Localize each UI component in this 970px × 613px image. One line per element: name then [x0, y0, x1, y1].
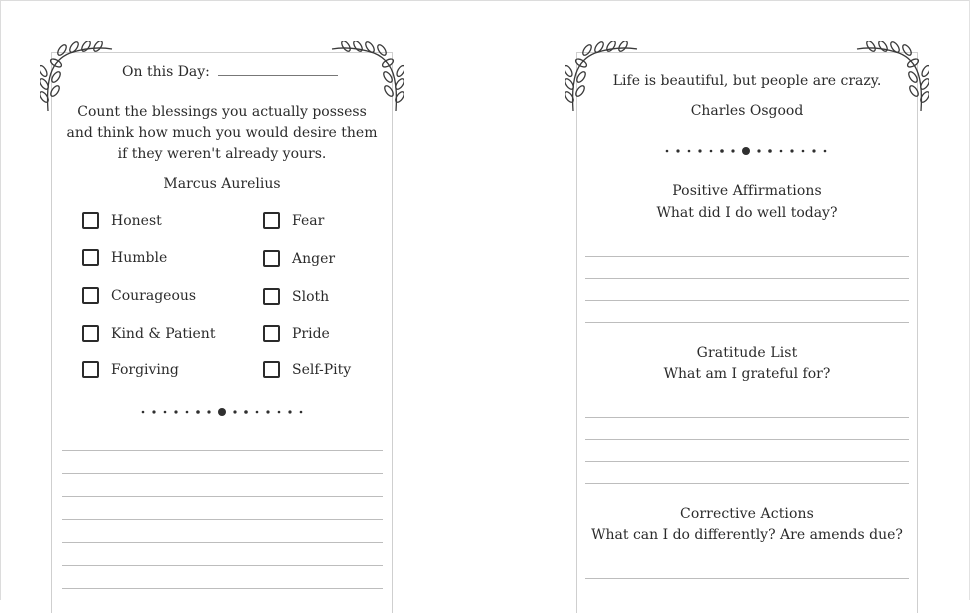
daily-quote: Count the blessings you actually possess and think how much you would desire them if they weren't already yours.: [66, 104, 378, 162]
right-journal-page: [576, 52, 918, 613]
checkbox-item-self-pity[interactable]: [263, 361, 351, 378]
checkbox-label: Honest: [111, 212, 162, 229]
checkbox-item-courageous[interactable]: [82, 287, 196, 304]
writing-line[interactable]: [585, 300, 909, 301]
checkbox[interactable]: [82, 212, 99, 229]
writing-line[interactable]: [585, 483, 909, 484]
writing-line[interactable]: [585, 578, 909, 579]
checkbox-item-fear[interactable]: [263, 212, 324, 229]
checkbox-label: Anger: [292, 250, 336, 267]
checkbox[interactable]: [263, 212, 280, 229]
frame-top-border: [0, 0, 970, 1]
date-blank-line[interactable]: [218, 63, 338, 76]
checkbox-item-sloth[interactable]: [263, 288, 329, 305]
section-title-gratitude-list: Gratitude List: [696, 345, 798, 361]
checkbox-label: Pride: [292, 325, 330, 342]
quote-author: Marcus Aurelius: [163, 176, 281, 192]
checkbox-label: Forgiving: [111, 361, 179, 378]
checkbox[interactable]: [263, 288, 280, 305]
section-prompt: What am I grateful for?: [663, 366, 831, 382]
writing-line[interactable]: [585, 322, 909, 323]
checkbox[interactable]: [82, 287, 99, 304]
left-journal-page: [51, 52, 393, 613]
writing-line[interactable]: [62, 450, 383, 451]
writing-line[interactable]: [62, 473, 383, 474]
section-title-positive-affirmations: Positive Affirmations: [672, 183, 822, 199]
checkbox-label: Courageous: [111, 287, 197, 304]
writing-line[interactable]: [585, 439, 909, 440]
checkbox[interactable]: [263, 361, 280, 378]
writing-line[interactable]: [585, 256, 909, 257]
checkbox[interactable]: [263, 325, 280, 342]
writing-line[interactable]: [585, 278, 909, 279]
daily-quote: Life is beautiful, but people are crazy.: [612, 73, 882, 89]
checkbox[interactable]: [82, 325, 99, 342]
section-prompt: What did I do well today?: [656, 205, 838, 221]
writing-line[interactable]: [62, 588, 383, 589]
writing-line[interactable]: [62, 565, 383, 566]
dot-divider-icon: [665, 142, 830, 154]
checkbox-item-anger[interactable]: [263, 250, 335, 267]
checkbox-label: Fear: [292, 212, 325, 229]
checkbox[interactable]: [263, 250, 280, 267]
checkbox-label: Self-Pity: [292, 361, 352, 378]
writing-line[interactable]: [62, 542, 383, 543]
writing-line[interactable]: [585, 417, 909, 418]
on-this-day-label: On this Day:: [122, 64, 210, 80]
checkbox-item-forgiving[interactable]: [82, 361, 179, 378]
quote-author: Charles Osgood: [690, 103, 804, 119]
checkbox-item-humble[interactable]: [82, 249, 167, 266]
checkbox-label: Humble: [111, 249, 168, 266]
on-this-day-field[interactable]: [122, 63, 338, 80]
checkbox-item-pride[interactable]: [263, 325, 330, 342]
writing-line[interactable]: [62, 496, 383, 497]
section-prompt: What can I do differently? Are amends due?: [591, 527, 903, 543]
checkbox[interactable]: [82, 361, 99, 378]
frame-left-border: [0, 0, 1, 600]
checkbox[interactable]: [82, 249, 99, 266]
checkbox-item-honest[interactable]: [82, 212, 162, 229]
checkbox-item-kind-patient[interactable]: [82, 325, 215, 342]
dot-divider-icon: [141, 403, 306, 415]
checkbox-label: Sloth: [292, 288, 330, 305]
section-title-corrective-actions: Corrective Actions: [680, 506, 814, 522]
writing-line[interactable]: [62, 519, 383, 520]
writing-line[interactable]: [585, 461, 909, 462]
checkbox-label: Kind & Patient: [111, 325, 216, 342]
